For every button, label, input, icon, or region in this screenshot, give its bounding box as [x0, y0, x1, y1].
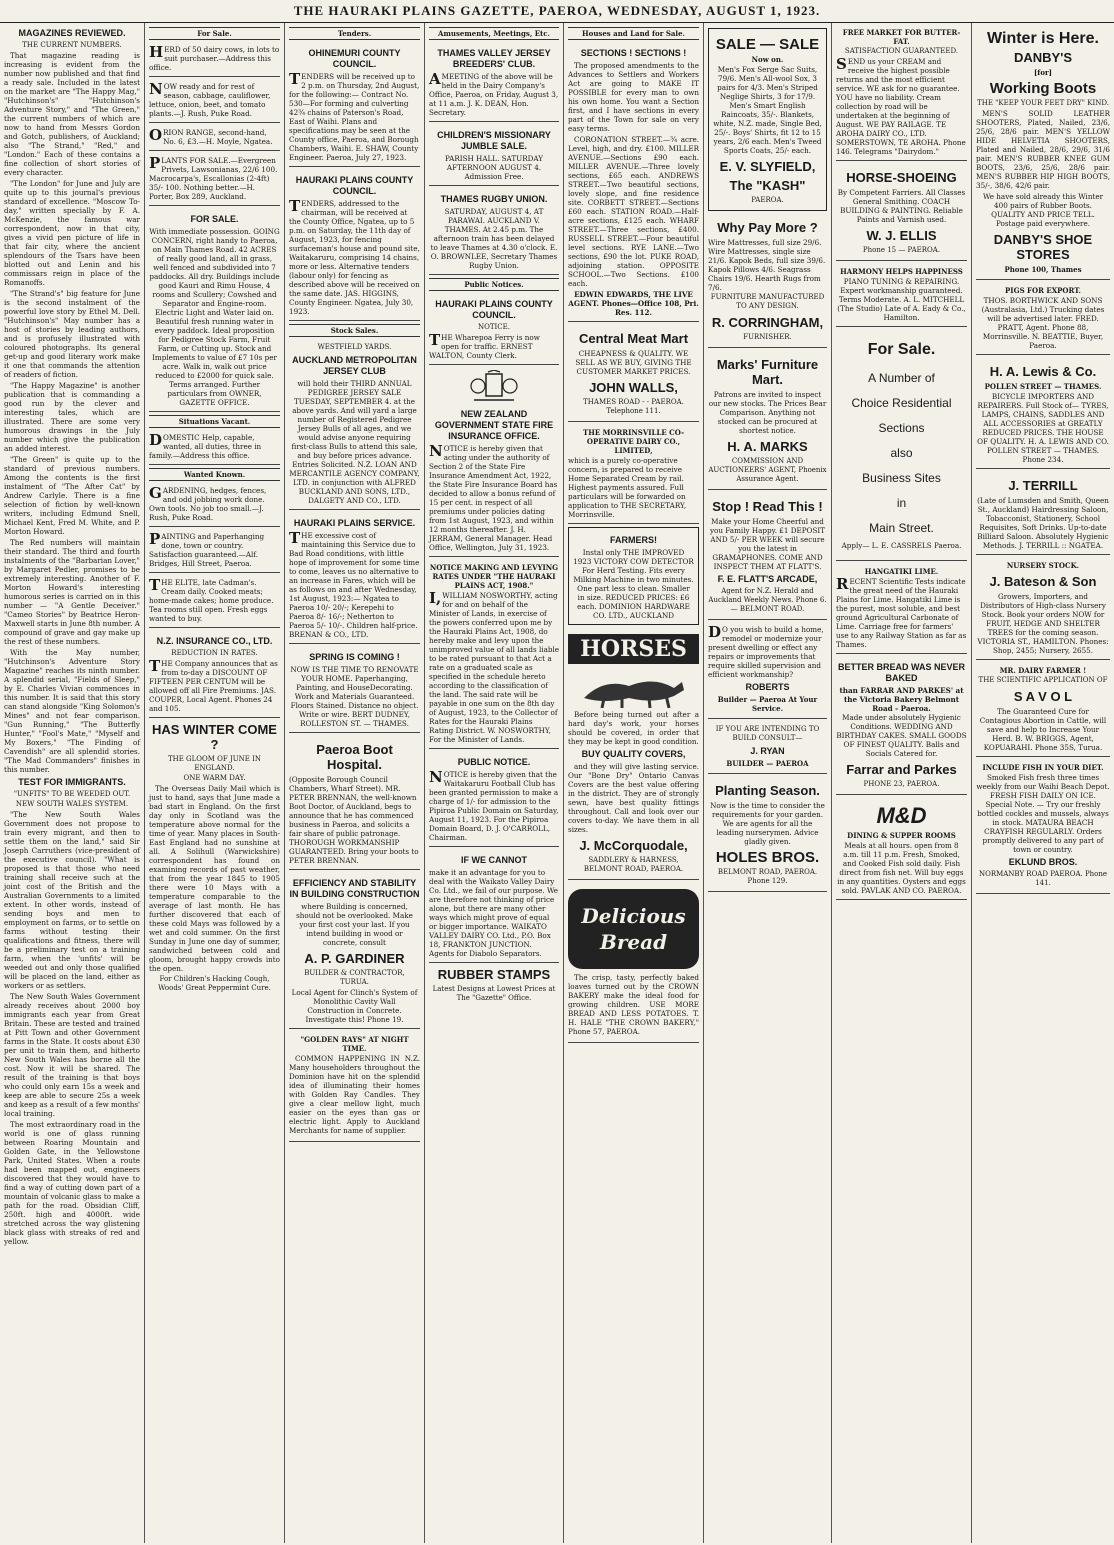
ad-name: DANBY'S SHOE STORES	[993, 232, 1093, 262]
ad-body: SEND us your CREAM and receive the highest possible returns and the most efficient service. WE ask for no guarantee. YOU have no liability. Cream collection by road will be undertaken at the beginning of August. WE PAY RAILAGE. TE AROHA DAIRY CO., LTD. SOMERSTOWN, TE AROHA. Phone 146. Telegrams "Dairydom."	[836, 55, 966, 156]
ad-subtitle: POLLEN STREET — THAMES.	[984, 382, 1102, 391]
ad-subtitle: BELMONT ROAD, PAEROA. Phone 129.	[717, 868, 818, 885]
ad-title: HANGATIKI LIME.	[864, 567, 939, 576]
meeting-ad	[429, 125, 559, 186]
ad-line: in	[896, 496, 907, 510]
article-paragraph: The most extraordinary road in the world is one of glass running between Roaring Mountain and Golden Gate, in the Yellowstone Park, United States. When a route had been mapped out, engineers discovered that they would have to find a way of cutting down part of a mountain of volcanic glass to make a path for the road. Obsidian Cliff, 250ft. high and 4000ft. wide stretched across the way glistening black glass with streaks of red and yellow.	[4, 1120, 140, 1246]
nursery-ad	[976, 558, 1110, 660]
ad-body: THE Company announces that as from to-day a DISCOUNT OF FIFTEEN PER CENTUM will be allowed off all Fire Premiums. JAS. COUPER, Local Agent. Phones 24 and 105.	[149, 657, 278, 713]
section-header: Public Notices.	[429, 278, 559, 291]
ad-subtitle: COMMISSION AND AUCTIONEERS' AGENT, Phoenix Assurance Agent.	[708, 457, 827, 483]
ad-body: where Building is concerned, should not be overlooked. Make your first cost your last. If you intend building in wood or concrete, consult	[296, 902, 413, 947]
ad-subtitle: BUILDER — PAEROA	[726, 759, 809, 768]
column-7	[832, 23, 972, 1543]
ad-body: TENDERS will be received up to 2 p.m. on Thursday, 2nd August, for the following:— Contract No. 530—For forming and culverting 42¾ chains of Paterson's Road, East of Waihi. Plans and specifications may be seen at the County office, Paeroa, and Borough Chambers, Waihi. E. SHAW, County Engineer. Paeroa, July 27, 1923.	[289, 70, 420, 162]
lime-ad	[836, 564, 967, 654]
ad-title: Working Boots	[989, 80, 1097, 97]
ad-title: PUBLIC NOTICE.	[457, 757, 531, 767]
ad-title: CHILDREN'S MISSIONARY JUMBLE SALE.	[437, 130, 551, 151]
ad-name: E. V. SLYFIELD,	[719, 159, 816, 174]
section-header: Stock Sales.	[289, 324, 420, 337]
ad-body: (Opposite Borough Council Chambers, Wharf Street). MR. PETER BRENNAN, the well-known Boot Doctor, of Auckland, begs to announce that he has commenced business in Paeroa, and solicits a fair share of public patronage. THOROUGH WORKMANSHIP GUARANTEED. Bring your boots to PETER BRENNAN.	[289, 775, 419, 865]
ad-body: COMMON HAPPENING IN N.Z. Many householders throughout the Dominion have hit on the splendid idea of illuminating their homes with Golden Ray Candles. They give a clear mellow light, much easier on the eyes than gas or electric light. Apply to Auckland Merchants for name of supplier.	[289, 1054, 420, 1135]
article-paragraph: The Overseas Daily Mail which is just to hand, says that June made a bad start in England. On the first day only in Scotland was the temperature above normal for the time of year. Many places in South-East England had no sunshine at all. A Solihull (Warwickshire) correspondent has found on examining records of past weather, that from the year 1845 to 1905 there were 10 Mays with a temperature comparable to the average of last month. He has further discovered that each of these cold Mays was followed by a wet and cold summer. On the first Sunday in June one day of summer, sandwiched between cold and gloom, brought happy crowds into the open.	[149, 784, 280, 973]
rubber-stamps-title: RUBBER STAMPS	[437, 967, 551, 982]
dining-ad	[836, 798, 967, 900]
ad-title: INCLUDE FISH IN YOUR DIET.	[982, 763, 1104, 772]
horseshoeing-ad	[836, 164, 967, 261]
ad-line: Choice Residential	[851, 396, 952, 410]
classified-ad: ORION RANGE, second-hand, No. 6, £3.—H. Moyle, Ngatea.	[149, 126, 280, 151]
article-paragraph: "The London" for June and July are quite up to this journal's previous standard of excellence. "Moscow To-day," written specially by F. A. McKenzie, the famous war correspondent, now in that city, gives a vivid pen picture of life in that fair city, where the ancient splendours of the Tsars have been blotted out and Lenin and his commissars reign in place of the Romanoffs.	[4, 179, 140, 287]
ad-body: I,WILLIAM NOSWORTHY, acting for and on behalf of the Minister of Lands, in exercise of the powers conferred upon me by the Hauraki Plains Act, 1908, do hereby make and levy upon the unimproved value of all lands liable to be rated pursuant to that Act a rate on a graduated scale as specified in the schedule hereto according to the classification of the land. The said rate will be payable in one sum on the 8th day of August, 1923, to the Collector of Rates for the Hauraki Plains Rating District. W. NOSWORTHY, For the Minister of Lands.	[429, 589, 560, 744]
article-paragraph: With the May number, "Hutchinson's Adventure Story Magazine" reaches its ninth number. A splendid serial, "Fields of Sleep," by E. Charles Vivian commences in this number. It is said that this story can stand alongside "King Solomon's Mines" and not fear comparison. "Gun Running," "The Butterfly Hunter," "Fool's Mate," "Myself and My Boxers," "The Finding of Cavendish" are all splendid stories. "The Mad Commanders" finishes in this number.	[4, 648, 140, 774]
article-subtitle: NEW SOUTH WALES SYSTEM.	[15, 800, 129, 808]
ad-name: R. CORRINGHAM,	[711, 315, 824, 330]
column-3	[285, 23, 425, 1543]
hairdresser-ad	[976, 472, 1110, 555]
ad-subtitle: Now on.	[751, 55, 784, 64]
ad-body: DO you wish to build a home, remodel or modernize your present dwelling or effect any repairs or improvements that require skilled supervision and efficient workmanship?	[708, 623, 824, 679]
section-header: Situations Vacant.	[149, 415, 280, 428]
ad-title: Stop ! Read This !	[712, 499, 823, 514]
classified-ad: PLANTS FOR SALE.—Evergreen Privets, Lawsonianas, 22/6 100. Macrocarpa's, Escallonias (2-4ft) 35/- 100. Nothing better.—H. Porter, Box 289, Auckland.	[149, 154, 280, 206]
columns	[0, 23, 1114, 1543]
ad-subtitle: PHONE 23, PAEROA.	[863, 780, 940, 788]
ad-name: W. J. ELLIS	[866, 228, 937, 243]
ad-subtitle: Agent for N.Z. Herald and Auckland Weekly News. Phone 6. — BELMONT ROAD.	[708, 587, 827, 613]
ad-subtitle: Latest Designs at Lowest Prices at The "Gazette" Office.	[432, 985, 556, 1002]
ad-subtitle: THE SCIENTIFIC APPLICATION OF	[978, 676, 1108, 684]
ad-body: NOTICE is hereby given that acting under the authority of Section 2 of the State Fire Insurance Amendment Act, 1922, the State Fire Insurance Board has decided to allow a bonus refund of 15 per cent. in respect of all premiums under policies dating from 1st August, 1923, and within 12 months thereafter. J. H. JERRAM, General Manager. Head Office, Wellington, July 31, 1923.	[429, 442, 558, 552]
ad-subtitle: Phone 100, Thames	[1004, 265, 1082, 274]
ad-subtitle: THE "KEEP YOUR FEET DRY" KIND.	[977, 99, 1109, 107]
ad-body: PARISH HALL. SATURDAY AFTERNOON AUGUST 4. Admission Free.	[444, 154, 544, 181]
ad-body: THE excessive cost of maintaining this Service due to Bad Road conditions, with little hope of improvement for some time to come, leaves us no alternative to an increase in Fares, which will be as follows on and after Wednesday, 1st August, 1923:— Ngatea to Paeroa 10/- 20/-; Kerepehi to Paeroa 8/- 16/-; Netherton to Paeroa 5/- 10/-. Children half-price. BRENAN & CO., LTD.	[289, 529, 420, 639]
section-header: Tenders.	[289, 27, 420, 40]
section-header: Wanted Known.	[149, 468, 280, 481]
article-subtitle: "UNFITS" TO BE WEEDED OUT.	[13, 790, 131, 798]
ad-body: The crisp, tasty, perfectly baked loaves turned out by the CROWN BAKERY make the ideal food for growing children. USE MORE BREAD AND LESS POTATOES. T. H. HALE "THE CROWN BAKERY," Phone 57, PAEROA.	[568, 973, 699, 1036]
ad-subtitle: SATISFACTION GUARANTEED.	[844, 47, 959, 55]
builder-name: A. P. GARDINER	[304, 951, 405, 966]
classified-ad: GARDENING, hedges, fences, and odd jobbing work done. Own tools. No job too small.—J. Rush, Puke Road.	[149, 484, 280, 527]
bread-ad	[568, 883, 699, 1043]
ad-name: EKLUND BROS.	[1008, 857, 1078, 867]
ad-subtitle: Phone 15 — PAEROA.	[862, 246, 941, 254]
ad-subtitle: [for]	[1034, 68, 1052, 77]
ad-name: H. A. Lewis & Co.	[989, 364, 1097, 379]
ad-title: THE MORRINSVILLE CO-OPERATIVE DAIRY CO., LIMITED,	[583, 428, 684, 455]
ad-title: DINING & SUPPER ROOMS	[847, 831, 956, 840]
logo: M&D	[876, 803, 927, 828]
article-subtitle: THE GLOOM OF JUNE IN ENGLAND.	[167, 755, 262, 772]
ad-body: Made under absolutely Hygienic Conditions. WEDDING AND BIRTHDAY CAKES. SMALL GOODS OF FINEST QUALITY. Balls and Socials Catered for.	[836, 713, 967, 758]
section-header: Amusements, Meetings, Etc.	[429, 27, 559, 40]
ad-title: HORSE-SHOEING	[846, 170, 957, 185]
ad-body: TENDERS, addressed to the chairman, will be received at the County Office, Ngatea, up to 5 p.m. on Saturday, the 11th day of August, 1923, for fencing surfaceman's house and pound site, Waitakaruru, comprising 14 chains, more or less. Alternative tenders (labour only) for fencing as described above will be received on the same date. JAS. HIGGINS, County Engineer. Ngatea, July 30, 1923.	[289, 197, 420, 316]
column-6	[704, 23, 832, 1543]
ad-name: The "KASH"	[729, 178, 806, 193]
ad-title: OHINEMURI COUNTY COUNCIL.	[308, 48, 401, 69]
article-title: TEST FOR IMMIGRANTS.	[18, 777, 126, 787]
boots-ad	[976, 25, 1110, 280]
ad-subtitle: Builder — Paeroa At Your Service.	[717, 695, 818, 713]
ad-body: (Late of Lumsden and Smith, Queen St., Auckland) Hairdressing Saloon, Tobacconist, Stationery, School Requisites, Soft Drinks. Up-to-date Billiard Saloon. Absolutely Hygienic Methods. J. TERRILL :: NGATEA.	[977, 496, 1109, 550]
for-sale-ad	[836, 330, 967, 561]
notice-ad	[429, 560, 559, 749]
article-title: HAS WINTER COME ?	[152, 722, 277, 752]
ad-name: ROBERTS	[745, 682, 790, 692]
cough-ad: For Children's Hacking Cough, Woods' Great Peppermint Cure.	[158, 975, 271, 992]
builder-ad	[708, 722, 827, 774]
builder-ad	[289, 873, 420, 1029]
ad-body: Smoked Fish fresh three times weekly from our Waihi Beach Depot. FRESH FISH DAILY ON ICE. Special Note. — Try our freshly bottled cockles and mussels, always in stock. MATAURA BEACH CRAYFISH REGULARLY. Orders promptly delivered to any part of town or country.	[976, 773, 1110, 854]
ad-title: BETTER BREAD WAS NEVER BAKED	[837, 662, 965, 683]
ad-subtitle: than FARRAR AND PARKES' at the Victoria Bakery Belmont Road - Paeroa.	[839, 686, 964, 713]
pigs-ad	[976, 283, 1110, 355]
ad-note: We have sold already this Winter 400 pairs of Rubber Boots. QUALITY AND PRICE TELL. Postage paid everywhere.	[982, 192, 1104, 228]
stock-sale-ad	[289, 340, 420, 510]
article-paragraph: The Red numbers will maintain their standard. The third and fourth instalments of the "Barbarian Lover," by Margaret Pedler, promises to be extremely interesting. Another of F. Morton Howard's interesting humorous series is carried on in this number — "A Gentle Deceiver." "Cameo Stories" by Beatrice Heron-Maxwell starts in June 8th number. A compound of grave and gay make up the rest of these numbers.	[4, 538, 140, 646]
piano-ad	[836, 264, 967, 327]
ad-name: Farrar and Parkes	[846, 762, 957, 777]
ad-name: S A V O L	[1013, 689, 1073, 704]
horse-graphic	[574, 668, 694, 708]
ad-body: NOW IS THE TIME TO RENOVATE YOUR HOME. Paperhanging, Painting, and HouseDecorating. Work and Materials Guaranteed. Floors Stained. Distance no object. Write or wire. BERT DUDNEY, ROLLESTON ST. — THAMES.	[290, 665, 419, 728]
ad-title: Marks' Furniture Mart.	[716, 357, 819, 387]
ad-title: HARMONY HELPS HAPPINESS	[840, 267, 963, 276]
ad-title: SALE — SALE	[715, 36, 820, 53]
column-1	[0, 23, 145, 1543]
ad-title: Winter is Here.	[987, 30, 1099, 47]
classified-ad: HERD of 50 dairy cows, in lots to suit purchaser.—Address this office.	[149, 43, 280, 77]
article-paragraph: That magazine reading is increasing is evident from the number now published and that find a ready sale. Included in the latest on the market are "The Happy Mag," "Hutchinson's" "Hutchinson's Adventure Story," and "The Green," the current numbers of which are now to hand from Messrs Gordon and Gotch, publishers, of Auckland; also "The Strand," "Red," and "London." Each of these contains a fine collection of short stories of every character.	[4, 51, 140, 177]
ad-body: Growers, Importers, and Distributors of High-class Nursery Stock. Book your orders NOW for FRUIT, HEDGE AND SHELTER TREES for the coming season. VICTORIA ST., HAMILTON. Phones: Shop, 2455; Nursery, 2655.	[977, 592, 1109, 655]
article-subtitle: THE CURRENT NUMBERS.	[22, 41, 122, 49]
classified-ad: NOW ready and for rest of season, cabbage, cauliflower, lettuce, onion, beet, and tomato plants.—J. Rush, Puke Road.	[149, 80, 280, 123]
ad-line: also	[890, 446, 913, 460]
article-paragraph: "The Green" is quite up to the standard of previous numbers. Among the contents is the first instalment of "The After Cat" by Andrew Carlyle. There is a fine selection of fiction by well-known writers, including Edmund Snell, Michael Kent, Fred M. White, and P. Morton Howard.	[4, 455, 140, 536]
column-4	[425, 23, 564, 1543]
dairy-coop-ad	[568, 425, 699, 524]
ad-title: Paeroa Boot Hospital.	[316, 742, 393, 772]
notice-ad	[429, 368, 559, 557]
tender-ad	[289, 170, 420, 321]
notice-ad	[429, 294, 559, 365]
column-8	[972, 23, 1114, 1543]
ad-subtitle: FURNISHER.	[743, 333, 792, 341]
bread-banner: Delicious Bread	[568, 889, 699, 969]
ad-subtitle: PAEROA.	[751, 196, 784, 204]
sale-ad	[708, 28, 827, 211]
ad-title: PIGS FOR EXPORT.	[1005, 286, 1081, 295]
ad-subtitle: NOTICE.	[478, 323, 510, 331]
furniture-ad	[708, 214, 827, 348]
ad-list: CORONATION STREET.—¾ acre. Level, high, and dry. £100. MILLER AVENUE.—Sections £90 each. MILLER AVENUE.—Three lovely sections, £65 each. ANDREWS STREET.—Two beautiful sections, lovely slope, and fine residence site. CORBETT STREET.—Sections £60 each. STATION ROAD.—Half-acre sections, £125 each. WHARF STREET.—Three sections, £400. RUSSELL STREET.—Four beautiful level sections. RYE LANE.—Two sections, £90 the lot. PUKE ROAD, adjoining station. OPPOSITE SCHOOL.—Two Sections. £100 each.	[568, 135, 699, 288]
ad-subtitle: BUILDER & CONTRACTOR, TURUA.	[304, 969, 405, 986]
article-paragraph: The New South Wales Government already receives about 2000 boy immigrants each year from Great Britain. These are tested and trained at Pitt Town and other Government farms in the State. It costs about £30 per unit to train them, and hitherto New South Wales has borne all the cost. Now it will be shared. The result of the training is that boys who could only earn 15s a week and keep are able to secure 25s a week and keep as a result of a few months' local training.	[4, 992, 141, 1118]
crest-graphic	[464, 370, 524, 404]
meeting-ad	[429, 43, 559, 122]
ad-title: SECTIONS ! SECTIONS !	[580, 48, 687, 58]
horse-icon	[568, 668, 699, 710]
crest-icon	[429, 370, 559, 406]
classified-ad: DOMESTIC Help, capable, wanted, all duties, three in family.—Address this office.	[149, 431, 280, 465]
ad-body: THE Wharepoa Ferry is now open for traffic. ERNEST WALTON, County Clerk.	[429, 331, 540, 360]
ad-name: JOHN WALLS,	[589, 380, 678, 395]
ad-line: Business Sites	[862, 471, 941, 485]
ad-body: MEN'S SOLID LEATHER SHOOTERS, Plated, Nailed, 23/6, 25/6, 28/6 pair. MEN'S YELLOW HIDE HELVETIA SHOOTERS, Plated and Nailed, 28/6, 29/6, 31/6 pair. MEN'S RUBBER KNEE GUM BOOTS, 23/6, 25/6, 28/6 pair. MEN'S RUBBER HIP HIGH BOOTS, 35/-, 38/6, 42/6 pair.	[976, 109, 1110, 190]
ad-body: Before being turned out after a hard day's work, your horses should be covered, in order that they may be kept in good condition.	[568, 710, 699, 746]
ad-title: SPRING IS COMING !	[309, 652, 400, 662]
ad-subtitle: REDUCTION IN RATES.	[171, 649, 258, 657]
agent-name: EDWIN EDWARDS, THE LIVE AGENT. Phones—Office 108, Pri. Res. 112.	[568, 290, 699, 317]
ad-body: Patrons are invited to inspect our new stocks. The Prices Bear Comparison. Anything not stocked can be procured at shortest notice.	[708, 390, 827, 435]
gramophone-ad	[708, 493, 827, 620]
ad-body: Now is the time to consider the requirements for your garden. We are agents for all the leading nurserymen. Advice gladly given.	[710, 801, 825, 846]
spring-ad	[289, 647, 420, 733]
horses-ad	[568, 628, 699, 880]
column-5	[564, 23, 704, 1543]
ad-body: Local Agent for Clinch's System of Monolithic Cavity Wall Construction in Concrete. Investigate this! Phone 19.	[291, 988, 418, 1024]
ad-body: will hold their THIRD ANNUAL PEDIGREE JERSEY SALE TUESDAY, SEPTEMBER 4. at the above yards. And will yard a large number of Registered Pedigree Jersey Bulls of all ages, and we would advise anyone requiring first-class Bulls to attend this sale, and buy before prices advance. Entries Solicited. N.Z. LOAN AND MERCANTILE AGENCY COMPANY, LTD. in conjunction with ALFRED BUCKLAND AND SONS, LTD., DALGETY AND CO., LTD.	[289, 379, 420, 505]
ad-title: HAURAKI PLAINS COUNTY COUNCIL.	[295, 175, 414, 196]
ad-subtitle: WESTFIELD YARDS.	[317, 343, 392, 351]
classified-ad: PAINTING and Paperhanging done, town or country. Satisfaction guaranteed.—Alf. Bridges, Hill Street, Paeroa.	[149, 530, 280, 573]
sections-ad	[568, 43, 699, 322]
boot-hospital-ad	[289, 736, 420, 870]
ad-body: BICYCLE IMPORTERS AND REPAIRERS. Full Stock of— TYRES, LAMPS, CHAINS, SADDLES AND ALL ACCESSORIES at GREATLY REDUCED PRICES. THE HOUSE OF QUALITY. H. A. LEWIS AND CO. POLLEN STREET — THAMES. Phone 234.	[977, 392, 1109, 464]
ad-body: NOTICE is hereby given that the Waitakaruru Football Club has been granted permission to make a charge of 1/- for admission to the Pipiroa Public Domain on Saturday, August 11, 1923. For the Pipiroa Domain Board, D. J. O'CARROLL, Chairman.	[429, 768, 559, 842]
section-header: For Sale.	[149, 27, 280, 40]
builder-ad	[708, 623, 827, 719]
notice-ad	[429, 752, 559, 847]
ad-name: J. Bateson & Son	[989, 574, 1097, 589]
fish-ad	[976, 760, 1110, 894]
masthead: THE HAURAKI PLAINS GAZETTE, PAEROA, WEDNESDAY, AUGUST 1, 1923.	[0, 0, 1114, 23]
ad-body: PIANO TUNING & REPAIRING. Expert workmanship guaranteed. Terms Moderate. A. L. MITCHELL (The Studio) Late of A. Eady & Co., Hamilton.	[837, 277, 966, 322]
ad-body: make it an advantage for you to deal with the Waikato Valley Dairy Co. Ltd., we fail of our purpose. We are therefore not thinking of price alone, but there are many other ways which might prove of equal or bigger importance. WAIKATO VALLEY DAIRY CO. Ltd., P.O. Box 18, FRANKTON JUNCTION. Agents for Diabolo Separators.	[429, 868, 559, 958]
ad-body: RECENT Scientific Tests indicate the great need of the Hauraki Plains for Lime. Hangatiki Lime is the purest, most soluble, and best ground Agricultural Carbonate of Lime. Carriage free for farmers' use to any Railway Station as far as Thames.	[836, 575, 967, 649]
ad-name: HOLES BROS.	[715, 849, 820, 866]
for-sale-ad	[149, 209, 280, 412]
ad-title: NOTICE MAKING AND LEVYING RATES UNDER "THE HAURAKI PLAINS ACT, 1908."	[429, 563, 559, 590]
article-paragraph: "The Happy Magazine" is another publication that is commanding a good run by the clever and interesting tales, which are illustrated. There are some very humorous drawings in the July number which give the publication an added interest.	[4, 381, 140, 453]
butterfat-ad	[836, 25, 967, 161]
dairy-ad	[429, 850, 559, 963]
ad-subtitle: FURNITURE MANUFACTURED TO ANY DESIGN.	[710, 293, 825, 310]
ad-title: FOR SALE.	[190, 214, 239, 224]
ad-title: IF WE CANNOT	[461, 855, 527, 865]
ad-name: J. RYAN	[750, 746, 785, 756]
ad-title: NEW ZEALAND GOVERNMENT STATE FIRE INSURANCE OFFICE.	[434, 409, 554, 441]
ad-body: The Guaranteed Cure for Contagious Abortion in Cattle, will save and help to Increase Your Herd. B. W. BRIGGS, Agent, KOPUARAHI. Phone 35S, Turua.	[979, 707, 1107, 752]
ad-body: By Competent Farriers. All Classes General Smithing. COACH BUILDING & PAINTING. Reliable Paints and Varnish used.	[837, 188, 966, 224]
savol-ad	[976, 663, 1110, 757]
insurance-ad	[149, 631, 280, 718]
bakery-ad	[836, 657, 967, 795]
ad-body: Make your Home Cheerful and you Family Happy. £1 DEPOSIT AND 5/- PER WEEK will secure you the latest in GRAMAPHONES. COME AND INSPECT THEM AT FLATT'S.	[710, 517, 825, 571]
ad-name: J. TERRILL	[1008, 478, 1078, 493]
ad-subtitle: NORMANBY ROAD PAEROA. Phone 141.	[978, 870, 1108, 887]
ad-title: FARMERS!	[610, 535, 657, 545]
article-subtitle: ONE WARM DAY.	[183, 774, 246, 782]
ad-body: AMEETING of the above will be held in the Dairy Company's Office, Paeroa, on Friday, August 3, at 11 a.m. J. K. DEAN, Hon. Secretary.	[429, 70, 559, 117]
ad-title: IF YOU ARE INTENDING TO BUILD CONSULT—	[715, 725, 820, 742]
ad-body: THOS. BORTHWICK AND SONS (Australasia, Ltd.) Trucking dates will be advertised later. FRED. PRATT, Agent. Phone 88, Morrinsville. N. BEATTIE, Buyer, Paeroa.	[981, 296, 1105, 350]
ad-name: H. A. MARKS	[727, 439, 808, 454]
article-paragraph: "The Strand's" big feature for June is the second instalment of the powerful love story by Ethel M. Dell. "Hutchinson's" May number has a host of stories by leading authors, and is profusely illustrated with coloured photographs. Its general get-up and good literary work make it one that commands the attention of readers of fiction.	[4, 289, 140, 379]
ad-name: J. McCorquodale,	[579, 838, 688, 853]
furniture-mart-ad	[708, 351, 827, 490]
ad-title: THAMES RUGBY UNION.	[440, 194, 548, 204]
ad-title: MR. DAIRY FARMER !	[999, 666, 1087, 675]
ad-body: Wire Mattresses, full size 29/6. Wire Mattresses, single size 21/6. Kapok Beds, full size 39/6. Kapok Pillows 4/6. Seagrass Chairs 19/6. Hearth Rugs from 7/6.	[708, 238, 826, 292]
classified-ad: THE ELITE, late Cadman's. Cream daily. Cooked meats; home-made cakes; home produce. Tea rooms still open. Fresh eggs wanted to buy.	[149, 576, 280, 628]
ad-title: HAURAKI PLAINS SERVICE.	[293, 518, 416, 528]
service-ad	[289, 513, 420, 644]
ad-body: Apply— L. E. CASSRELS Paeroa.	[841, 541, 962, 550]
ad-body: SATURDAY, AUGUST 4, AT PARAWAI. AUCKLAND V. THAMES. At 2.45 p.m. The afternoon train has been delayed to leave Thames at 4.30 o'clock. E. O. BROWNLEE, Secretary Thames Rugby Union.	[430, 207, 558, 270]
ad-body: Men's Fox Serge Sac Suits, 79/6. Men's All-wool Sox, 3 pairs for 4/3. Men's Striped Neglige Shirts, 3 for 17/9. Men's Smart English Raincoats, 35/-. Blankets, white, N.Z. made, Single Bed, 25/-. Boys' Shirts, fit 12 to 15 years, 2/6 each. Men's Tweed Sports Coats, 25/- each.	[713, 65, 822, 155]
ad-title: FREE MARKET FOR BUTTER-FAT.	[842, 28, 961, 46]
ad-line: Main Street.	[869, 521, 934, 535]
ad-body: which is a purely co-operative concern, is prepared to receive Home Separated Cream by rail. Highest payments assured. Full particulars will be forwarded on application to THE SECRETARY, Morrinsville.	[568, 456, 687, 519]
ad-body: Meals at all hours. open from 8 a.m. till 11 p.m. Fresh, Smoked, and Cooked Fish sold daily. Fish direct from fish net. Will buy eggs in any quantities. Oysters and eggs sold. PAVLAK AND CO. PAEROA.	[837, 841, 966, 895]
candles-ad	[289, 1032, 420, 1142]
farmers-ad	[568, 527, 699, 625]
ad-title: THAMES VALLEY JERSEY BREEDERS' CLUB.	[437, 48, 551, 69]
article-paragraph: "The New South Wales Government does not propose to train every migrant, and then to settle them on the land," said Sir Joseph Carruthers (vice-president of the executive council). "What is proposed is that those who need training shall receive such at the joint cost of the British and the Australian Governments to a limited extent. In other words, instead of sending boys and men to employment on farms, or to settle on farms without testing their qualifications and fitness, there will be a preliminary test on a training farm, when the 'unfits' will be weeded out and only those qualified will be placed on the land, either as workers or as settlers.	[4, 810, 140, 990]
meeting-ad	[429, 189, 559, 275]
ad-title: "GOLDEN RAYS" AT NIGHT TIME.	[300, 1035, 409, 1053]
meat-ad	[568, 325, 699, 422]
column-2	[145, 23, 285, 1543]
bicycle-ad	[976, 358, 1110, 469]
ad-title: N.Z. INSURANCE CO., LTD.	[156, 636, 273, 646]
ad-name: F. E. FLATT'S ARCADE,	[717, 574, 818, 584]
ad-body: With immediate possession. GOING CONCERN, right handy to Paeroa, on Main Thames Road. 42 ACRES of really good land, all in grass, well fenced and subdivided into 7 paddocks. All dry. Buildings include good Kauri and Rimu House, 4 rooms and Scullery; Cowshed and Separator and Engine-room. Electric Light and Water laid on. Beautiful fresh running water in every paddock. Ideal proposition for Pedigree Stock Farm, Fruit Farm, or Cutting up. Stock and Implements to value of £7 10s per acre. Walk in, walk out price reduced to £2000 for quick sale. Terms arranged. Further particulars from OWNER, GAZETTE OFFICE.	[149, 227, 280, 407]
ad-line: Sections	[878, 421, 925, 435]
ad-body: CHEAPNESS & QUALITY. WE SELL AS WE BUY, GIVING THE CUSTOMER MARKET PRICES.	[575, 349, 692, 376]
nursery-ad	[708, 777, 827, 892]
ad-title: AUCKLAND METROPOLITAN JERSEY CLUB	[292, 355, 417, 376]
ad-body: Instal only THE IMPROVED 1923 VICTORY COW DETECTOR For Herd Testing. Fits every Milking Machine in two minutes. One part less to clean. Smaller in size. REDUCED PRICES: £6 each. DOMINION HARDWARE CO. LTD., AUCKLAND	[573, 548, 694, 620]
ad-title: NURSERY STOCK.	[1006, 561, 1080, 570]
ad-title: EFFICIENCY AND STABILITY IN BUILDING CONSTRUCTION	[289, 878, 420, 899]
ad-title: Central Meat Mart	[578, 331, 689, 346]
section-header: Houses and Land for Sale.	[568, 27, 699, 40]
ad-body: The proposed amendments to the Advances to Settlers and Workers Act are going to MAKE IT POSSIBLE for every man to own his own home. You want a Section first, and I have sections in every part of the Town for sale on very easy terms.	[568, 61, 699, 133]
ad-name: DANBY'S	[1014, 50, 1072, 65]
ad-title: Why Pay More ?	[717, 220, 818, 235]
ad-title: For Sale.	[867, 341, 936, 358]
tender-ad	[289, 43, 420, 167]
ad-title: HAURAKI PLAINS COUNTY COUNCIL.	[435, 299, 553, 320]
ad-line: A Number of	[868, 371, 935, 385]
horses-banner: HORSES	[568, 634, 699, 664]
article-title: MAGAZINES REVIEWED.	[18, 28, 126, 38]
ad-title: Planting Season.	[715, 783, 820, 798]
ad-body: and they will give lasting service. Our "Bone Dry" Ontario Canvas Covers are the best value offering in the district. They are of strongly sewn, have best quality fittings throughout. Call and look over our covers to-day. We have them in all sizes.	[568, 762, 699, 834]
ad-title: BUY QUALITY COVERS,	[581, 749, 686, 759]
ad-subtitle: SADDLERY & HARNESS, BELMONT ROAD, PAEROA.	[583, 856, 684, 873]
ad-subtitle: THAMES ROAD - - PAEROA. Telephone 111.	[583, 398, 684, 415]
